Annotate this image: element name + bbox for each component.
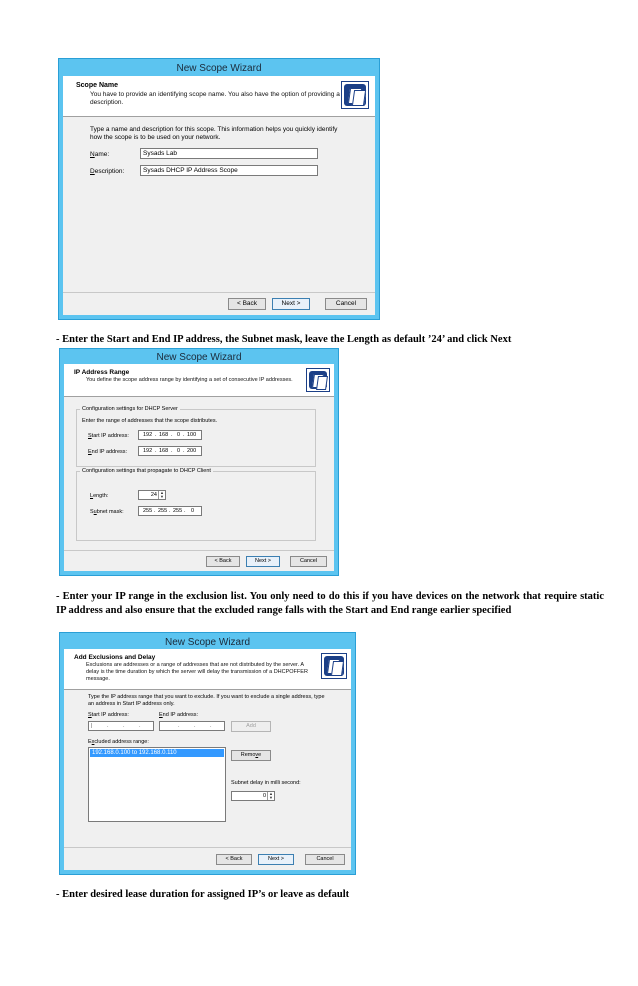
- cancel-button[interactable]: Cancel: [305, 854, 345, 865]
- footer-divider: [64, 550, 334, 551]
- back-button[interactable]: < Back: [216, 854, 252, 865]
- wizard-icon: [306, 368, 330, 392]
- back-button[interactable]: < Back: [228, 298, 266, 310]
- name-label: Name:: [90, 151, 110, 158]
- end-ip-label: End IP address:: [88, 449, 128, 455]
- exclusion-start-ip-input[interactable]: | . . .: [88, 721, 154, 731]
- end-ip-label: End IP address:: [159, 712, 199, 718]
- start-ip-label: Start IP address:: [88, 433, 129, 439]
- header-description: You define the scope address range by identifying a set of consecutive IP addresses.: [86, 377, 293, 383]
- list-item[interactable]: 192.168.0.100 to 192.168.0.110: [90, 749, 224, 757]
- wizard-header: [64, 364, 334, 397]
- window-title: New Scope Wizard: [176, 63, 262, 74]
- description-input[interactable]: Sysads DHCP IP Address Scope: [140, 165, 318, 176]
- back-button[interactable]: < Back: [206, 556, 240, 567]
- wizard-header: [64, 649, 351, 690]
- add-button[interactable]: Add: [231, 721, 271, 732]
- start-ip-input[interactable]: 192 . 168 . 0 . 100: [138, 430, 202, 440]
- header-description: You have to provide an identifying scope name. You also have the option of providing a description.: [90, 91, 340, 106]
- header-description: Exclusions are addresses or a range of addresses that are not distributed by the server. A delay is the time duration by which the server will delay the transmission of a DHCPOFFER message.: [86, 662, 308, 682]
- header-title: IP Address Range: [74, 369, 130, 376]
- subnet-octet-2: 255: [158, 508, 168, 514]
- exclusion-end-ip-input[interactable]: . . .: [159, 721, 225, 731]
- instruction-text: Type a name and description for this scope. This information helps you quickly identify how the scope is to be used on your network.: [90, 126, 338, 141]
- start-ip-octet-4: 100: [187, 432, 197, 438]
- excluded-range-label: Excluded address range:: [88, 739, 149, 745]
- length-spin-arrows-icon[interactable]: ▲ ▼: [158, 491, 165, 499]
- cancel-button[interactable]: Cancel: [325, 298, 367, 310]
- end-ip-octet-4: 200: [187, 448, 197, 454]
- footer-divider: [63, 292, 375, 293]
- dialog-client: [63, 76, 375, 315]
- next-button[interactable]: Next >: [272, 298, 310, 310]
- server-config-legend: Configuration settings for DHCP Server: [82, 406, 178, 412]
- subnet-delay-value: 0: [262, 793, 266, 799]
- end-ip-octet-3: 0: [177, 448, 181, 454]
- end-ip-octet-2: 168: [159, 448, 169, 454]
- wizard-window-exclusions: [59, 632, 356, 875]
- length-value: 24: [150, 492, 157, 498]
- start-ip-label: Start IP address:: [88, 712, 129, 718]
- start-ip-octet-3: 0: [177, 432, 181, 438]
- caption-step-range: - Enter the Start and End IP address, the Subnet mask, leave the Length as default ’24’ and click Next: [56, 334, 512, 345]
- footer-divider: [64, 847, 351, 848]
- next-button[interactable]: Next >: [246, 556, 280, 567]
- end-ip-input[interactable]: 192 . 168 . 0 . 200: [138, 446, 202, 456]
- subnet-octet-1: 255: [143, 508, 153, 514]
- wizard-icon: [341, 81, 369, 109]
- header-title: Add Exclusions and Delay: [74, 654, 156, 661]
- client-config-legend: Configuration settings that propagate to DHCP Client: [82, 468, 211, 474]
- caption-step-exclusions: - Enter your IP range in the exclusion list. You only need to do this if you have devices on the network that require static IP address and also ensure that the excluded range falls with the Start and End range earlier specified: [56, 591, 604, 616]
- subnet-mask-label: Subnet mask:: [90, 509, 124, 515]
- wizard-window-ip-range: [59, 348, 339, 576]
- subnet-delay-spinner[interactable]: [231, 791, 275, 801]
- start-ip-octet-1: 192: [143, 432, 153, 438]
- header-title: Scope Name: [76, 82, 119, 89]
- window-title: New Scope Wizard: [164, 637, 251, 648]
- instruction-text: Type the IP address range that you want to exclude. If you want to exclude a single address, type an address in Start IP address only.: [88, 694, 325, 707]
- caption-step-lease: - Enter desired lease duration for assigned IP’s or leave as default: [56, 889, 350, 900]
- subnet-delay-label: Subnet delay in milli second:: [231, 780, 301, 786]
- length-label: Length:: [90, 493, 109, 499]
- wizard-header: [63, 76, 375, 117]
- subnet-octet-4: 0: [191, 508, 195, 514]
- wizard-icon: [321, 653, 347, 679]
- cancel-button[interactable]: Cancel: [290, 556, 327, 567]
- range-instruction: Enter the range of addresses that the scope distributes.: [82, 418, 218, 424]
- start-ip-octet-2: 168: [159, 432, 169, 438]
- delay-spin-arrows-icon[interactable]: ▲ ▼: [267, 792, 274, 800]
- dialog-client: [64, 364, 334, 571]
- description-label: Description:: [90, 168, 125, 175]
- end-ip-octet-1: 192: [143, 448, 153, 454]
- excluded-range-list[interactable]: [88, 747, 226, 822]
- remove-button[interactable]: Remove: [231, 750, 271, 761]
- length-spinner[interactable]: [138, 490, 166, 500]
- dialog-client: [64, 649, 351, 870]
- subnet-octet-3: 255: [173, 508, 183, 514]
- wizard-window-scope-name: [58, 58, 380, 320]
- next-button[interactable]: Next >: [258, 854, 294, 865]
- subnet-mask-input[interactable]: 255 . 255 . 255 . 0: [138, 506, 202, 516]
- name-input[interactable]: Sysads Lab: [140, 148, 318, 159]
- window-title: New Scope Wizard: [156, 352, 242, 363]
